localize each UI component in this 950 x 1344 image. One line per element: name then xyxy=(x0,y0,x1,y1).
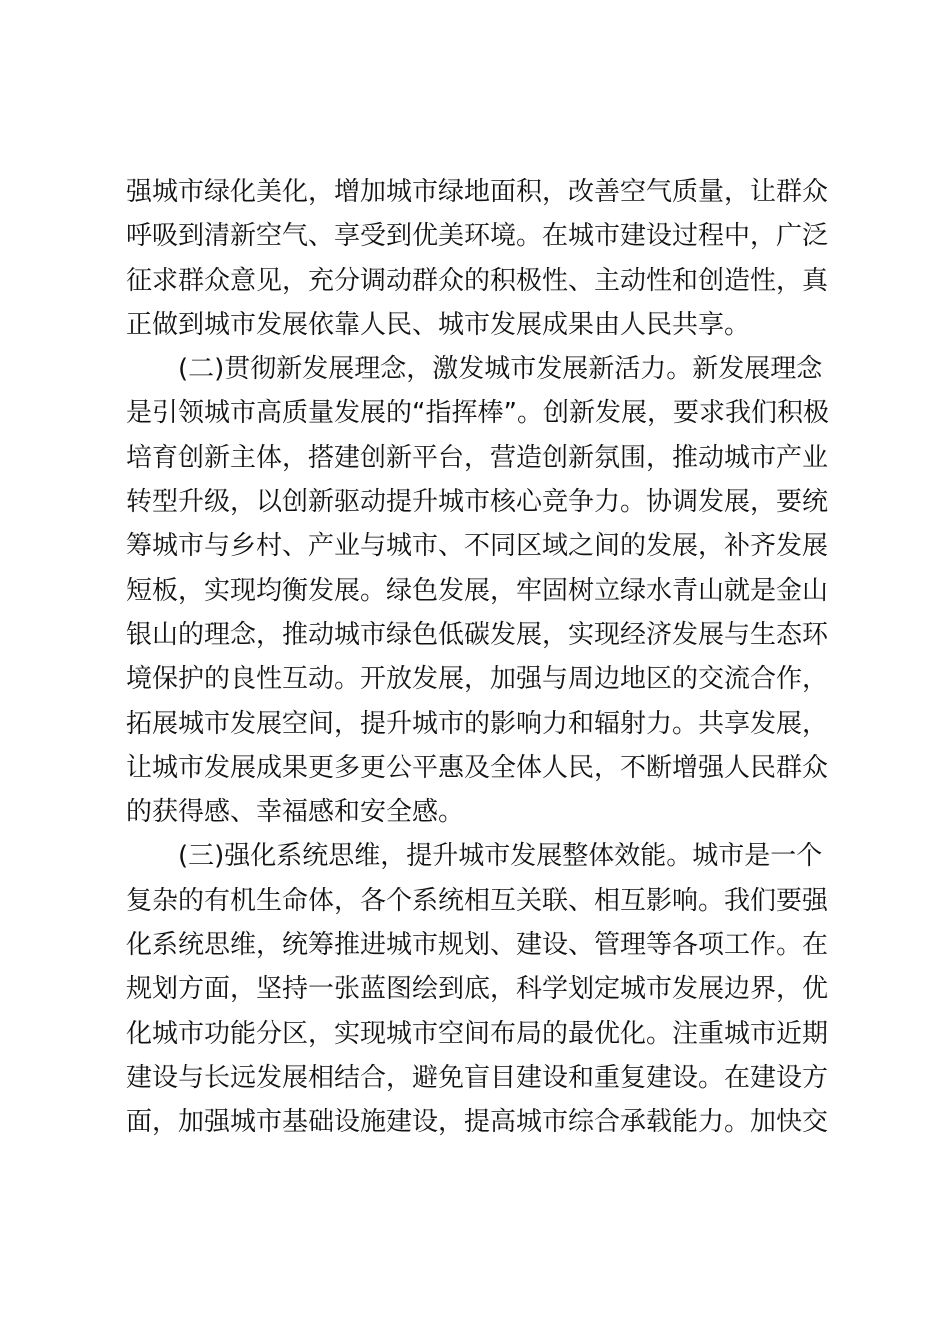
text-line: 征求群众意见，充分调动群众的积极性、主动性和创造性，真 xyxy=(126,265,829,296)
text-line: 银山的理念，推动城市绿色低碳发展，实现经济发展与生态环 xyxy=(126,619,829,650)
text-line: 强城市绿化美化，增加城市绿地面积，改善空气质量，让群众 xyxy=(126,177,829,207)
text-line: 正做到城市发展依靠人民、城市发展成果由人民共享。 xyxy=(126,309,751,340)
text-line: 让城市发展成果更多更公平惠及全体人民，不断增强人民群众 xyxy=(126,752,829,783)
text-line: (二)贯彻新发展理念，激发城市发展新活力。新发展理念 xyxy=(178,354,823,385)
text-line: 面，加强城市基础设施建设，提高城市综合承载能力。加快交 xyxy=(126,1107,829,1138)
text-line: 化系统思维，统筹推进城市规划、建设、管理等各项工作。在 xyxy=(126,930,829,961)
text-line: 培育创新主体，搭建创新平台，营造创新氛围，推动城市产业 xyxy=(126,442,829,473)
text-line: 是引领城市高质量发展的“指挥棒”。创新发展，要求我们积极 xyxy=(126,398,829,429)
text-line: 短板，实现均衡发展。绿色发展，牢固树立绿水青山就是金山 xyxy=(126,575,829,606)
text-line: 规划方面，坚持一张蓝图绘到底，科学划定城市发展边界，优 xyxy=(126,974,829,1005)
text-line: 复杂的有机生命体，各个系统相互关联、相互影响。我们要强 xyxy=(126,885,829,916)
text-line: 拓展城市发展空间，提升城市的影响力和辐射力。共享发展， xyxy=(126,708,829,739)
text-line: 境保护的良性互动。开放发展，加强与周边地区的交流合作， xyxy=(126,664,829,695)
text-line: 呼吸到清新空气、享受到优美环境。在城市建设过程中，广泛 xyxy=(126,221,829,252)
text-line: 化城市功能分区，实现城市空间布局的最优化。注重城市近期 xyxy=(126,1018,829,1049)
text-line: 的获得感、幸福感和安全感。 xyxy=(126,797,465,828)
text-line: (三)强化系统思维，提升城市发展整体效能。城市是一个 xyxy=(178,841,823,872)
text-line: 建设与长远发展相结合，避免盲目建设和重复建设。在建设方 xyxy=(126,1062,829,1093)
text-line: 转型升级，以创新驱动提升城市核心竞争力。协调发展，要统 xyxy=(126,487,829,518)
body-text xyxy=(126,170,829,1145)
text-line: 筹城市与乡村、产业与城市、不同区域之间的发展，补齐发展 xyxy=(126,531,829,562)
